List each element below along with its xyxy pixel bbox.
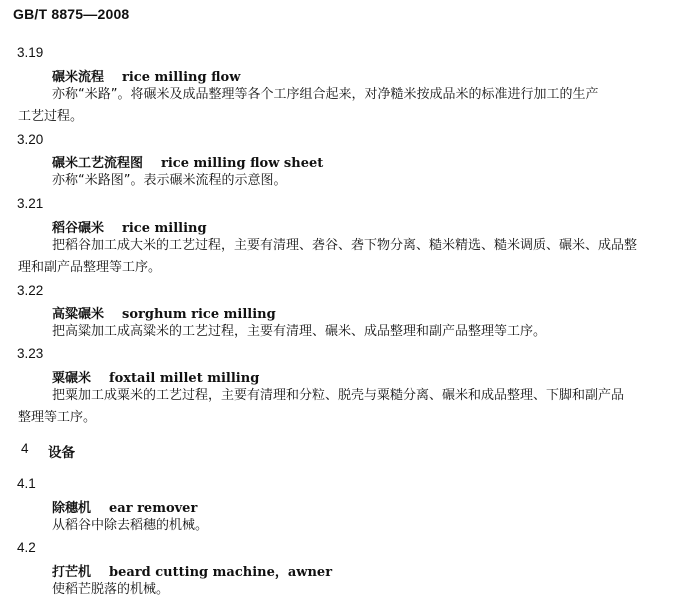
standard-code-header: GB/T 8875—2008 [13,6,130,22]
section-number: 4 [21,441,29,456]
term-chinese: 打芒机 [52,565,92,580]
term-english: rice milling flow sheet [161,156,324,171]
section-title: 设备 [48,445,75,461]
definition-line: 亦称“米路图”。表示碾米流程的示意图。 [52,173,287,188]
term-heading [52,152,323,171]
term-heading [52,497,197,516]
definition-line: 把高粱加工成高粱米的工艺过程，主要有清理、碾米、成品整理和副产品整理等工序。 [52,324,547,339]
term-english: foxtail millet milling [109,371,260,386]
definition-line: 工艺过程。 [18,109,84,124]
term-heading [52,217,207,236]
term-english: sorghum rice milling [122,307,276,322]
term-heading [52,367,259,386]
term-english: beard cutting machine，awner [109,565,333,580]
clause-number: 4.1 [17,476,36,491]
definition-line: 亦称“米路”。将碾米及成品整理等各个工序组合起来，对净糙米按成品米的标准进行加工的生产 [52,87,599,102]
term-english: rice milling [122,221,207,236]
definition-line: 使稻芒脱落的机械。 [52,582,170,597]
term-chinese: 粟碾米 [52,371,92,386]
term-chinese: 碾米流程 [52,70,105,85]
term-heading [52,303,276,322]
clause-number: 3.21 [17,196,44,211]
term-chinese: 碾米工艺流程图 [52,156,144,171]
definition-line: 整理等工序。 [18,410,97,425]
term-heading [52,561,332,580]
definition-line: 从稻谷中除去稻穗的机械。 [52,518,209,533]
clause-number: 3.23 [17,346,44,361]
clause-number: 4.2 [17,540,36,555]
clause-number: 3.22 [17,283,44,298]
term-chinese: 稻谷碾米 [52,221,105,236]
clause-number: 3.19 [17,45,44,60]
term-english: ear remover [109,501,198,516]
definition-line: 把稻谷加工成大米的工艺过程，主要有清理、砻谷、砻下物分离、糙米精选、糙米调质、碾米、成品整 [52,238,638,253]
term-chinese: 高粱碾米 [52,307,105,322]
term-heading [52,66,240,85]
term-chinese: 除穗机 [52,501,92,516]
definition-line: 把粟加工成粟米的工艺过程，主要有清理和分粒、脱壳与粟糙分离、碾米和成品整理、下脚和副产品 [52,388,625,403]
clause-number: 3.20 [17,132,44,147]
definition-line: 理和副产品整理等工序。 [18,260,162,275]
term-english: rice milling flow [122,70,241,85]
